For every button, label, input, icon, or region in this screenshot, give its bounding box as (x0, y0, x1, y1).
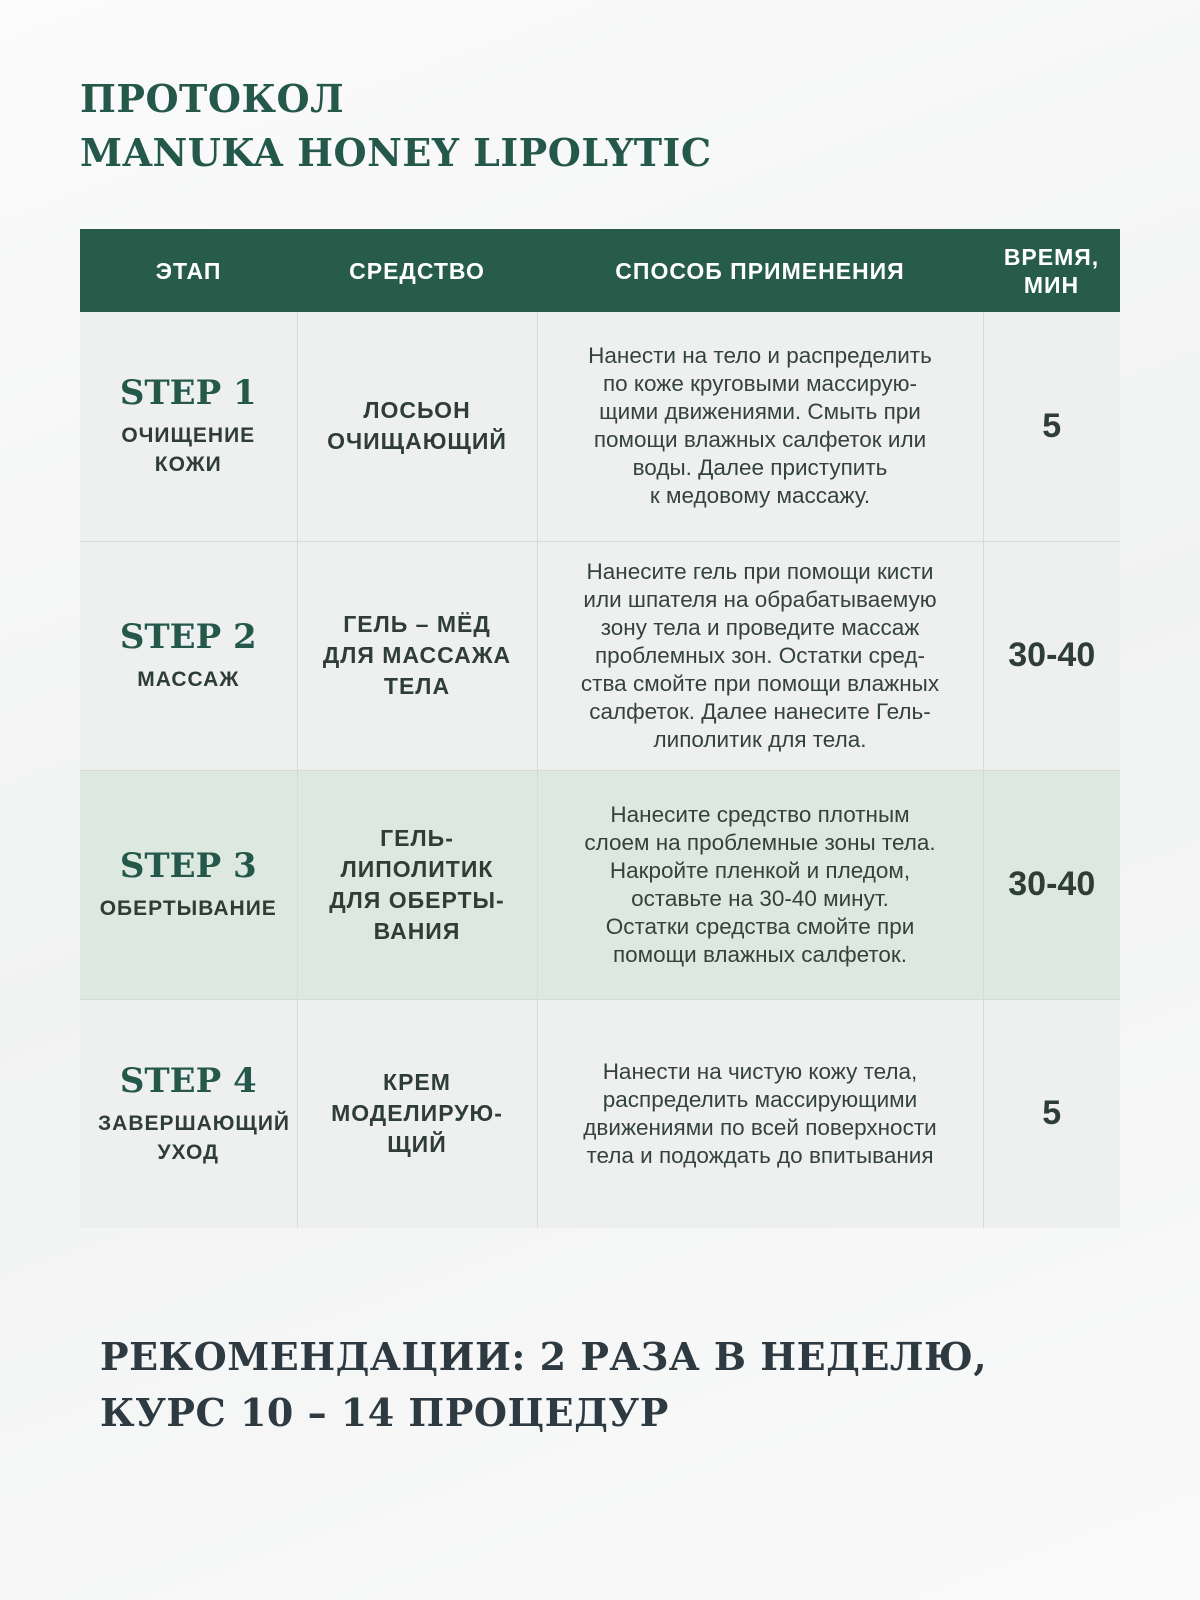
method-text: Нанесите средство плотным слоем на проблемные зоны тела. Накройте пленкой и пледом, оставьте на 30-40 минут. Остатки средства смойте при помощи влажных салфеток. (584, 801, 936, 967)
time-value: 5 (1042, 1094, 1062, 1133)
step-name: ОБЕРТЫВАНИЕ (99, 897, 277, 920)
stage-cell (80, 770, 297, 999)
recommendation-line-1: РЕКОМЕНДАЦИИ: 2 РАЗА В НЕДЕЛЮ, (100, 1334, 988, 1379)
table-header-row (80, 229, 1120, 312)
step-name: ЗАВЕРШАЮЩИЙ УХОД (98, 1111, 291, 1164)
product-name: КРЕМ МОДЕЛИРУЮ- ЩИЙ (331, 1069, 503, 1158)
recommendation-text (100, 1329, 987, 1441)
recommendation-line-2: КУРС 10 – 14 ПРОЦЕДУР (100, 1390, 669, 1435)
step-number: STEP 1 (119, 373, 257, 414)
method-cell (537, 999, 983, 1228)
table-row (80, 541, 1120, 770)
method-text: Нанести на чистую кожу тела, распределить массирующими движениями по всей поверхности тела и подождать до впитывания (583, 1058, 937, 1168)
step-name: ОЧИЩЕНИЕ КОЖИ (121, 424, 256, 477)
table-row (80, 999, 1120, 1228)
method-cell (537, 312, 983, 541)
table-row (80, 312, 1120, 541)
method-cell (537, 770, 983, 999)
step-number: STEP 4 (119, 1060, 257, 1101)
product-cell (297, 770, 537, 999)
table-row-highlighted (80, 770, 1120, 999)
time-value: 30-40 (1008, 865, 1096, 903)
stage-cell (80, 312, 297, 541)
title-line-2: MANUKA HONEY LIPOLYTIC (80, 130, 712, 175)
product-cell (297, 999, 537, 1228)
product-name: ЛОСЬОН ОЧИЩАЮЩИЙ (327, 397, 507, 455)
step-number: STEP 2 (119, 617, 257, 657)
header-product: СРЕДСТВО (297, 229, 537, 312)
time-cell (983, 312, 1120, 541)
step-number: STEP 3 (119, 846, 257, 886)
product-name: ГЕЛЬ – МЁД ДЛЯ МАССАЖА ТЕЛА (322, 611, 512, 699)
time-cell (983, 999, 1120, 1228)
time-value: 5 (1042, 406, 1062, 445)
product-cell (297, 541, 537, 770)
title-line-1: ПРОТОКОЛ (80, 76, 345, 121)
product-name: ГЕЛЬ- ЛИПОЛИТИК ДЛЯ ОБЕРТЫ- ВАНИЯ (329, 824, 505, 944)
stage-cell (80, 999, 297, 1228)
time-cell (983, 541, 1120, 770)
header-method: СПОСОБ ПРИМЕНЕНИЯ (537, 229, 983, 312)
product-cell (297, 312, 537, 541)
method-cell (537, 541, 983, 770)
method-text: Нанести на тело и распределить по коже круговыми массирую- щими движениями. Смыть при помощи влажных салфеток или воды. Далее приступить к медовому массажу. (588, 343, 932, 509)
method-text: Нанесите гель при помощи кисти или шпателя на обрабатываемую зону тела и проведите массаж проблемных зон. Остатки сред- ства смойте при помощи влажных салфеток. Далее нанесите Гель- липолитик для тела. (580, 558, 940, 752)
time-value: 30-40 (1008, 636, 1096, 674)
step-name: МАССАЖ (137, 668, 240, 691)
time-cell (983, 770, 1120, 999)
stage-cell (80, 541, 297, 770)
protocol-table (80, 229, 1120, 1228)
header-time: ВРЕМЯ, МИН (983, 229, 1120, 312)
page-title (80, 72, 712, 180)
header-stage: ЭТАП (80, 229, 297, 312)
